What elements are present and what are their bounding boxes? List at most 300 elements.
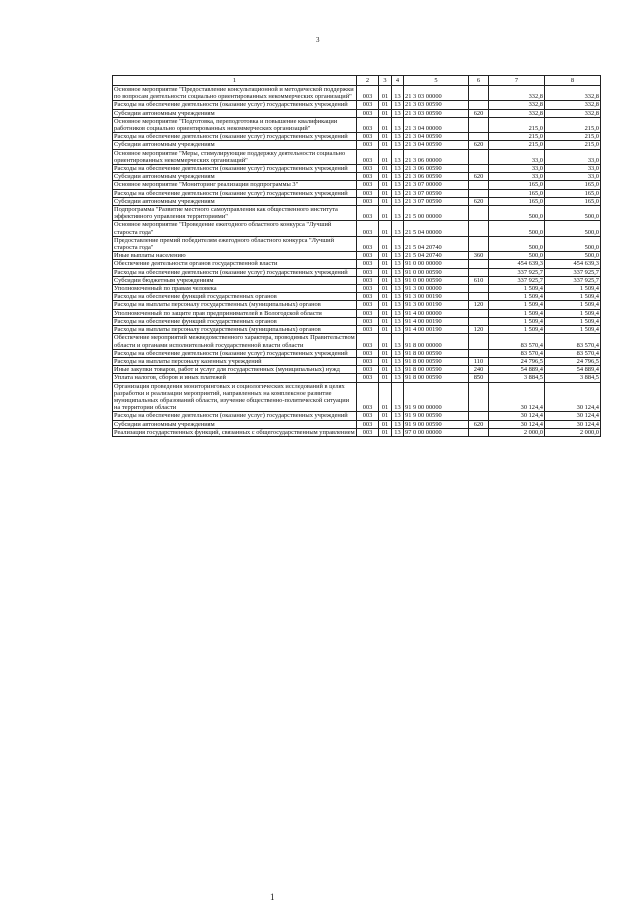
ministry-code-cell: 003	[357, 133, 379, 141]
section-code-cell: 01	[379, 366, 392, 374]
amount-year1-cell: 165,0	[489, 189, 545, 197]
subsection-code-cell: 13	[392, 334, 404, 349]
subsection-code-cell: 13	[392, 268, 404, 276]
subsection-code-cell: 13	[392, 252, 404, 260]
ministry-code-cell: 003	[357, 293, 379, 301]
section-code-cell: 01	[379, 334, 392, 349]
expense-type-cell	[469, 206, 489, 221]
section-code-cell: 01	[379, 382, 392, 412]
table-row	[113, 366, 601, 374]
amount-year2-cell: 83 570,4	[545, 334, 601, 349]
section-code-cell: 01	[379, 428, 392, 436]
section-code-cell: 01	[379, 309, 392, 317]
ministry-code-cell: 003	[357, 334, 379, 349]
page-number-bottom: 1	[270, 892, 275, 902]
item-name-cell: Уполномоченный по защите прав предпринимателей в Вологодской области	[113, 309, 357, 317]
amount-year1-cell: 83 570,4	[489, 334, 545, 349]
table-row	[113, 252, 601, 260]
subsection-code-cell: 13	[392, 420, 404, 428]
header-cell: 7	[489, 76, 545, 86]
item-name-cell: Иные закупки товаров, работ и услуг для государственных (муниципальных) нужд	[113, 366, 357, 374]
expense-type-cell	[469, 86, 489, 101]
expense-type-cell	[469, 412, 489, 420]
target-article-cell: 91 8 00 00590	[404, 366, 469, 374]
expense-type-cell: 620	[469, 173, 489, 181]
section-code-cell: 01	[379, 285, 392, 293]
expense-type-cell	[469, 221, 489, 236]
target-article-cell: 21 3 03 00590	[404, 109, 469, 117]
expense-type-cell	[469, 309, 489, 317]
table-row	[113, 206, 601, 221]
expense-type-cell	[469, 293, 489, 301]
item-name-cell: Уполномоченный по правам человека	[113, 285, 357, 293]
subsection-code-cell: 13	[392, 206, 404, 221]
subsection-code-cell: 13	[392, 374, 404, 382]
expense-type-cell	[469, 181, 489, 189]
amount-year2-cell: 332,8	[545, 109, 601, 117]
table-row	[113, 334, 601, 349]
item-name-cell: Реализация государственных функций, связанных с общегосударственным управлением	[114, 428, 355, 436]
table-row	[113, 260, 601, 268]
subsection-code-cell: 13	[392, 221, 404, 236]
section-code-cell: 01	[379, 149, 392, 164]
section-code-cell: 01	[379, 117, 392, 132]
amount-year1-cell: 1 509,4	[489, 285, 545, 293]
expense-type-cell	[469, 334, 489, 349]
item-name-cell: Субсидии автономным учреждениям	[113, 109, 357, 117]
expense-type-cell	[469, 382, 489, 412]
target-article-cell: 21 3 06 00590	[404, 165, 469, 173]
target-article-cell: 21 3 03 00000	[404, 86, 469, 101]
ministry-code-cell: 003	[357, 260, 379, 268]
item-name-cell: Расходы на обеспечение деятельности (оказание услуг) государственных учреждений	[113, 189, 357, 197]
subsection-code-cell: 13	[392, 382, 404, 412]
target-article-cell: 91 0 00 00000	[404, 260, 469, 268]
target-article-cell: 21 3 06 00590	[404, 173, 469, 181]
amount-year2-cell: 215,0	[545, 141, 601, 149]
item-name-cell: Расходы на обеспечение деятельности (оказание услуг) государственных учреждений	[113, 133, 357, 141]
header-cell: 1	[113, 76, 357, 86]
table-row	[113, 141, 601, 149]
amount-year1-cell: 1 509,4	[489, 301, 545, 309]
amount-year2-cell: 500,0	[545, 236, 601, 251]
subsection-code-cell: 13	[392, 317, 404, 325]
target-article-cell: 91 0 00 00590	[404, 268, 469, 276]
item-name-cell: Подпрограмма "Развитие местного самоуправления как общественного института эффективного управления территориями"	[113, 206, 357, 221]
table-row	[113, 382, 601, 412]
table-header-row	[113, 76, 601, 86]
section-code-cell: 01	[379, 293, 392, 301]
target-article-cell: 21 5 04 00000	[404, 221, 469, 236]
section-code-cell: 01	[379, 412, 392, 420]
amount-year2-cell: 500,0	[545, 221, 601, 236]
section-code-cell: 01	[379, 165, 392, 173]
subsection-code-cell: 13	[392, 326, 404, 334]
section-code-cell: 01	[379, 101, 392, 109]
expense-type-cell: 620	[469, 109, 489, 117]
subsection-code-cell: 13	[392, 173, 404, 181]
expense-type-cell	[469, 149, 489, 164]
amount-year1-cell: 54 889,4	[489, 366, 545, 374]
item-name-cell: Обеспечение мероприятий межведомственного характера, проводимых Правительством области и органами исполнительной государственной власти области	[114, 334, 355, 349]
amount-year2-cell: 33,0	[545, 173, 601, 181]
ministry-code-cell: 003	[357, 357, 379, 365]
amount-year1-cell: 33,0	[489, 149, 545, 164]
amount-year2-cell: 1 509,4	[545, 326, 601, 334]
amount-year1-cell: 165,0	[489, 197, 545, 205]
target-article-cell: 21 3 04 00590	[404, 133, 469, 141]
ministry-code-cell: 003	[357, 141, 379, 149]
ministry-code-cell: 003	[357, 109, 379, 117]
amount-year1-cell: 215,0	[489, 117, 545, 132]
amount-year1-cell: 1 509,4	[489, 317, 545, 325]
amount-year2-cell: 33,0	[545, 149, 601, 164]
ministry-code-cell: 003	[357, 382, 379, 412]
target-article-cell: 21 3 06 00000	[404, 149, 469, 164]
subsection-code-cell: 13	[392, 133, 404, 141]
target-article-cell: 91 4 00 00190	[404, 326, 469, 334]
section-code-cell: 01	[379, 317, 392, 325]
item-name-cell: Уплата налогов, сборов и иных платежей	[113, 374, 357, 382]
ministry-code-cell: 003	[357, 412, 379, 420]
expense-type-cell	[469, 428, 489, 436]
amount-year1-cell: 3 884,5	[489, 374, 545, 382]
item-name-cell: Расходы на выплаты персоналу государственных (муниципальных) органов	[113, 326, 357, 334]
subsection-code-cell: 13	[392, 165, 404, 173]
expense-type-cell	[469, 260, 489, 268]
item-name-cell: Расходы на обеспечение деятельности (оказание услуг) государственных учреждений	[113, 165, 357, 173]
target-article-cell: 91 8 00 00000	[404, 334, 469, 349]
ministry-code-cell: 003	[357, 101, 379, 109]
table-row	[113, 173, 601, 181]
subsection-code-cell: 13	[392, 109, 404, 117]
amount-year1-cell: 454 639,3	[489, 260, 545, 268]
item-name-cell: Основное мероприятие "Мониторинг реализации подпрограммы 3"	[113, 181, 357, 189]
subsection-code-cell: 13	[392, 301, 404, 309]
section-code-cell: 01	[379, 357, 392, 365]
target-article-cell: 91 3 00 00000	[404, 285, 469, 293]
section-code-cell: 01	[379, 206, 392, 221]
table-row	[113, 197, 601, 205]
ministry-code-cell: 003	[357, 301, 379, 309]
table-row	[113, 165, 601, 173]
section-code-cell: 01	[379, 173, 392, 181]
amount-year1-cell: 215,0	[489, 133, 545, 141]
item-name-cell: Расходы на обеспечение деятельности (оказание услуг) государственных учреждений	[113, 412, 357, 420]
ministry-code-cell: 003	[357, 428, 379, 436]
table-row	[113, 189, 601, 197]
table-row	[113, 276, 601, 284]
table-row	[113, 293, 601, 301]
section-code-cell: 01	[379, 349, 392, 357]
subsection-code-cell: 13	[392, 366, 404, 374]
amount-year2-cell: 500,0	[545, 206, 601, 221]
ministry-code-cell: 003	[357, 86, 379, 101]
target-article-cell: 91 9 00 00590	[404, 412, 469, 420]
target-article-cell: 21 3 07 00590	[404, 197, 469, 205]
ministry-code-cell: 003	[357, 206, 379, 221]
amount-year2-cell: 500,0	[545, 252, 601, 260]
amount-year2-cell: 332,8	[545, 86, 601, 101]
ministry-code-cell: 003	[357, 252, 379, 260]
amount-year1-cell: 337 925,7	[489, 268, 545, 276]
expense-type-cell: 620	[469, 420, 489, 428]
amount-year2-cell: 215,0	[545, 133, 601, 141]
subsection-code-cell: 13	[392, 236, 404, 251]
subsection-code-cell: 13	[392, 357, 404, 365]
target-article-cell: 91 8 00 00590	[404, 357, 469, 365]
subsection-code-cell: 13	[392, 86, 404, 101]
section-code-cell: 01	[379, 141, 392, 149]
expense-type-cell	[469, 236, 489, 251]
amount-year1-cell: 30 124,4	[489, 382, 545, 412]
section-code-cell: 01	[379, 374, 392, 382]
budget-table	[112, 75, 601, 437]
expense-type-cell	[469, 165, 489, 173]
target-article-cell: 21 5 04 20740	[404, 252, 469, 260]
expense-type-cell: 110	[469, 357, 489, 365]
subsection-code-cell: 13	[392, 141, 404, 149]
table-row	[113, 181, 601, 189]
item-name-cell: Иные выплаты населению	[113, 252, 357, 260]
ministry-code-cell: 003	[357, 366, 379, 374]
amount-year1-cell: 33,0	[489, 165, 545, 173]
target-article-cell: 21 5 00 00000	[404, 206, 469, 221]
table-row	[113, 357, 601, 365]
header-cell: 4	[392, 76, 404, 86]
item-name-cell: Расходы на обеспечение функций государственных органов	[113, 317, 357, 325]
subsection-code-cell: 13	[392, 181, 404, 189]
amount-year1-cell: 215,0	[489, 141, 545, 149]
subsection-code-cell: 13	[392, 260, 404, 268]
table-row	[113, 349, 601, 357]
amount-year2-cell: 165,0	[545, 189, 601, 197]
target-article-cell: 91 8 00 00590	[404, 374, 469, 382]
table-row	[113, 412, 601, 420]
section-code-cell: 01	[379, 197, 392, 205]
amount-year2-cell: 165,0	[545, 181, 601, 189]
amount-year2-cell: 83 570,4	[545, 349, 601, 357]
target-article-cell: 91 3 00 00190	[404, 301, 469, 309]
subsection-code-cell: 13	[392, 276, 404, 284]
section-code-cell: 01	[379, 221, 392, 236]
expense-type-cell	[469, 349, 489, 357]
ministry-code-cell: 003	[357, 149, 379, 164]
ministry-code-cell: 003	[357, 309, 379, 317]
amount-year2-cell: 454 639,3	[545, 260, 601, 268]
amount-year1-cell: 1 509,4	[489, 309, 545, 317]
item-name-cell: Предоставление премий победителям ежегодного областного конкурса "Лучший староста года"	[113, 236, 357, 251]
subsection-code-cell: 13	[392, 412, 404, 420]
ministry-code-cell: 003	[357, 268, 379, 276]
ministry-code-cell: 003	[357, 420, 379, 428]
table-row	[113, 149, 601, 164]
subsection-code-cell: 13	[392, 285, 404, 293]
header-cell: 2	[357, 76, 379, 86]
target-article-cell: 21 3 03 00590	[404, 101, 469, 109]
section-code-cell: 01	[379, 236, 392, 251]
target-article-cell: 91 4 00 00190	[404, 317, 469, 325]
header-cell: 8	[545, 76, 601, 86]
section-code-cell: 01	[379, 252, 392, 260]
table-row	[113, 374, 601, 382]
expense-type-cell: 240	[469, 366, 489, 374]
amount-year1-cell: 2 000,0	[489, 428, 545, 436]
target-article-cell: 97 0 00 00000	[404, 428, 469, 436]
amount-year2-cell: 337 925,7	[545, 268, 601, 276]
item-name-cell: Организация проведения мониторинговых и социологических исследований в целях разработки и реализации мероприятий, направленных на комплексное развитие муниципальных образований области, изучение общественно-политической ситуации на территории области	[113, 382, 357, 412]
amount-year1-cell: 332,8	[489, 109, 545, 117]
subsection-code-cell: 13	[392, 428, 404, 436]
subsection-code-cell: 13	[392, 309, 404, 317]
section-code-cell: 01	[379, 326, 392, 334]
item-name-cell: Расходы на выплаты персоналу государственных (муниципальных) органов	[113, 301, 357, 309]
section-code-cell: 01	[379, 301, 392, 309]
item-name-cell: Основное мероприятие "Меры, стимулирующие поддержку деятельности социально ориентированных некоммерческих организаций"	[113, 149, 357, 164]
header-cell: 3	[379, 76, 392, 86]
table-row	[113, 420, 601, 428]
amount-year1-cell: 500,0	[489, 252, 545, 260]
target-article-cell: 91 8 00 00590	[404, 349, 469, 357]
section-code-cell: 01	[379, 189, 392, 197]
section-code-cell: 01	[379, 276, 392, 284]
section-code-cell: 01	[379, 420, 392, 428]
amount-year1-cell: 30 124,4	[489, 412, 545, 420]
amount-year1-cell: 337 925,7	[489, 276, 545, 284]
amount-year2-cell: 1 509,4	[545, 317, 601, 325]
amount-year2-cell: 3 884,5	[545, 374, 601, 382]
ministry-code-cell: 003	[357, 276, 379, 284]
amount-year1-cell: 1 509,4	[489, 326, 545, 334]
expense-type-cell: 620	[469, 141, 489, 149]
target-article-cell: 21 3 07 00590	[404, 189, 469, 197]
expense-type-cell	[469, 133, 489, 141]
item-name-cell: Субсидии автономным учреждениям	[113, 420, 357, 428]
target-article-cell: 21 3 07 00000	[404, 181, 469, 189]
table-row	[113, 221, 601, 236]
expense-type-cell: 120	[469, 326, 489, 334]
ministry-code-cell: 003	[357, 173, 379, 181]
table-row	[113, 86, 601, 101]
amount-year1-cell: 1 509,4	[489, 293, 545, 301]
ministry-code-cell: 003	[357, 374, 379, 382]
amount-year1-cell: 500,0	[489, 236, 545, 251]
amount-year1-cell: 332,8	[489, 86, 545, 101]
item-name-cell: Расходы на обеспечение деятельности (оказание услуг) государственных учреждений	[113, 349, 357, 357]
subsection-code-cell: 13	[392, 149, 404, 164]
item-name-cell: Субсидии бюджетным учреждениям	[113, 276, 357, 284]
section-code-cell: 01	[379, 109, 392, 117]
expense-type-cell	[469, 101, 489, 109]
expense-type-cell	[469, 189, 489, 197]
table-row	[113, 317, 601, 325]
subsection-code-cell: 13	[392, 293, 404, 301]
header-cell: 6	[469, 76, 489, 86]
ministry-code-cell: 003	[357, 326, 379, 334]
table-row	[113, 133, 601, 141]
table-row	[113, 268, 601, 276]
amount-year1-cell: 500,0	[489, 206, 545, 221]
table-row	[113, 309, 601, 317]
amount-year2-cell: 54 889,4	[545, 366, 601, 374]
item-name-cell: Расходы на обеспечение деятельности (оказание услуг) государственных учреждений	[113, 268, 357, 276]
item-name-cell: Расходы на обеспечение деятельности (оказание услуг) государственных учреждений	[113, 101, 357, 109]
target-article-cell: 91 9 00 00590	[404, 420, 469, 428]
ministry-code-cell: 003	[357, 349, 379, 357]
amount-year2-cell: 165,0	[545, 197, 601, 205]
section-code-cell: 01	[379, 260, 392, 268]
ministry-code-cell: 003	[357, 317, 379, 325]
amount-year2-cell: 215,0	[545, 117, 601, 132]
expense-type-cell	[469, 285, 489, 293]
ministry-code-cell: 003	[357, 197, 379, 205]
ministry-code-cell: 003	[357, 181, 379, 189]
item-name-cell: Основное мероприятие "Предоставление консультационной и методической поддержки по вопросам деятельности социально ориентированных некоммерческих организаций"	[113, 86, 357, 101]
table-row	[113, 301, 601, 309]
ministry-code-cell: 003	[357, 221, 379, 236]
amount-year2-cell: 1 509,4	[545, 285, 601, 293]
expense-type-cell: 850	[469, 374, 489, 382]
amount-year2-cell: 1 509,4	[545, 293, 601, 301]
expense-type-cell	[469, 268, 489, 276]
amount-year2-cell: 30 124,4	[545, 382, 601, 412]
amount-year1-cell: 30 124,4	[489, 420, 545, 428]
expense-type-cell	[469, 317, 489, 325]
item-name-cell: Субсидии автономным учреждениям	[113, 173, 357, 181]
section-code-cell: 01	[379, 133, 392, 141]
amount-year2-cell: 24 796,5	[545, 357, 601, 365]
amount-year1-cell: 500,0	[489, 221, 545, 236]
subsection-code-cell: 13	[392, 349, 404, 357]
subsection-code-cell: 13	[392, 117, 404, 132]
amount-year2-cell: 33,0	[545, 165, 601, 173]
amount-year2-cell: 30 124,4	[545, 412, 601, 420]
table-row	[113, 109, 601, 117]
subsection-code-cell: 13	[392, 189, 404, 197]
ministry-code-cell: 003	[357, 236, 379, 251]
amount-year2-cell: 1 509,4	[545, 301, 601, 309]
amount-year2-cell: 332,8	[545, 101, 601, 109]
section-code-cell: 01	[379, 181, 392, 189]
table-row	[113, 101, 601, 109]
table-row	[113, 428, 601, 436]
target-article-cell: 91 9 00 00000	[404, 382, 469, 412]
table-row	[113, 326, 601, 334]
header-cell: 5	[404, 76, 469, 86]
subsection-code-cell: 13	[392, 101, 404, 109]
expense-type-cell: 120	[469, 301, 489, 309]
item-name-cell: Расходы на выплаты персоналу казенных учреждений	[113, 357, 357, 365]
item-name-cell: Основное мероприятие "Подготовка, переподготовка и повышение квалификации работников социально ориентированных некоммерческих организаций"	[113, 117, 357, 132]
ministry-code-cell: 003	[357, 285, 379, 293]
table-row	[113, 117, 601, 132]
ministry-code-cell: 003	[357, 189, 379, 197]
item-name-cell: Субсидии автономным учреждениям	[113, 141, 357, 149]
item-name-cell: Обеспечение деятельности органов государственной власти	[113, 260, 357, 268]
amount-year1-cell: 24 796,5	[489, 357, 545, 365]
amount-year2-cell: 2 000,0	[545, 428, 601, 436]
expense-type-cell: 610	[469, 276, 489, 284]
amount-year1-cell: 33,0	[489, 173, 545, 181]
target-article-cell: 21 3 04 00000	[404, 117, 469, 132]
amount-year1-cell: 165,0	[489, 181, 545, 189]
table-body	[113, 86, 601, 437]
expense-type-cell	[469, 117, 489, 132]
ministry-code-cell: 003	[357, 117, 379, 132]
amount-year2-cell: 30 124,4	[545, 420, 601, 428]
section-code-cell: 01	[379, 86, 392, 101]
ministry-code-cell: 003	[357, 165, 379, 173]
